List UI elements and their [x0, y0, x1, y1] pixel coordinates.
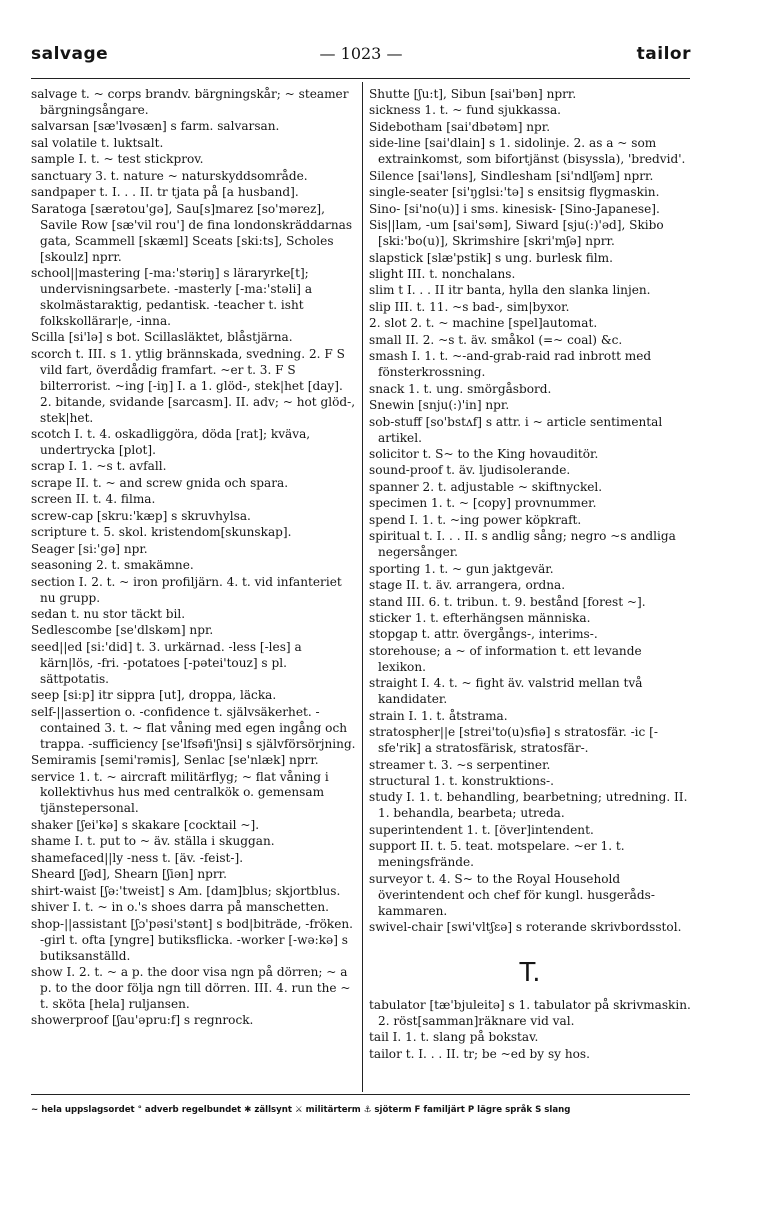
dictionary-entry: sandpaper t. I. . . II. tr tjata på [a husband].	[31, 185, 299, 200]
dictionary-entry: single-seater [si'ŋglsi:'tə] s ensitsig flygmaskin.	[369, 185, 660, 200]
dictionary-entry: specimen 1. t. ~ [copy] provnummer.	[369, 496, 597, 511]
dictionary-entry: streamer t. 3. ~s serpentiner.	[369, 757, 551, 772]
dictionary-entry: slim t I. . . II itr banta, hylla den slanka linjen.	[369, 283, 651, 298]
dictionary-entry: Semiramis [semi'rəmis], Senlac [se'nlæk] nprr.	[31, 753, 319, 768]
dictionary-entry: small II. 2. ~s t. äv. småkol (=~ coal) &c.	[369, 332, 623, 347]
right-column-s-entries	[369, 87, 691, 936]
dictionary-entry: seed||ed [si:'did] t. 3. urkärnad. -less [-les] a kärn|lös, -fri. -potatoes [-pətei'touz] s pl. sättpotatis.	[31, 639, 302, 686]
dictionary-entry: sickness 1. t. ~ fund sjukkassa.	[369, 103, 562, 118]
dictionary-entry: swivel-chair [swi'vltʃɛə] s roterande skrivbordsstol.	[369, 920, 682, 935]
dictionary-entry: sal volatile t. luktsalt.	[31, 135, 164, 150]
left-column	[31, 87, 357, 1030]
dictionary-entry: Snewin [snju(:)'in] npr.	[369, 398, 510, 413]
dictionary-entry: seasoning 2. t. smakämne.	[31, 558, 194, 573]
header-right-guideword: tailor	[636, 44, 691, 64]
header-rule	[31, 78, 690, 79]
dictionary-entry: spanner 2. t. adjustable ~ skiftnyckel.	[369, 479, 603, 494]
right-column-t-entries	[369, 998, 691, 1063]
dictionary-entry: Sheard [ʃəd], Shearn [ʃiən] nprr.	[31, 867, 227, 882]
dictionary-entry: tailor t. I. . . II. tr; be ~ed by sy hos.	[369, 1046, 590, 1061]
dictionary-entry: school||mastering [-ma:'stəriŋ] s läraryrke[t]; undervisningsarbete. -masterly [-ma:'stəli] a skolmästaraktig, pedantisk. -teacher t. isht folkskollärar|e, -inna.	[31, 265, 313, 328]
dictionary-entry: slight III. t. nonchalans.	[369, 266, 516, 281]
dictionary-entry: screw-cap [skru:'kæp] s skruvhylsa.	[31, 508, 251, 523]
dictionary-entry: show I. 2. t. ~ a p. the door visa ngn på dörren; ~ a p. to the door följa ngn till dörren. III. 4. run the ~ t. sköta [hela] ruljansen.	[31, 964, 351, 1011]
dictionary-entry: Sis||lam, -um [sai'səm], Siward [sju(:)'əd], Skibo [ski:'bo(u)], Skrimshire [skri'mʃə] nprr.	[369, 218, 664, 249]
dictionary-entry: scorch t. III. s 1. ytlig brännskada, svedning. 2. F S vild fart, överdådig framfart. ~er t. 3. F S bilterrorist. ~ing [-iŋ] I. a 1. glöd-, stek|het [day]. 2. bitande, svidande [sarcasm]. II. adv; ~ hot glöd-, stek|het.	[31, 346, 356, 425]
section-letter-t: T.	[519, 958, 541, 989]
dictionary-entry: screen II. t. 4. filma.	[31, 492, 156, 507]
dictionary-entry: Silence [sai'ləns], Sindlesham [si'ndlʃəm] nprr.	[369, 168, 654, 183]
dictionary-entry: Sidebotham [sai'dbətəm] npr.	[369, 119, 551, 134]
abbreviation-legend: ~ hela uppslagsordet ° adverb regelbundet ✱ zällsynt ⚔ militärterm ⚓ sjöterm F familjärt P lägre språk S slang	[31, 1105, 571, 1115]
dictionary-entry: Saratoga [særətou'gə], Sau[s]marez [so'mərez], Savile Row [sæ'vil rou'] de fina londonskräddarnas gata, Scammell [skæml] Sceats [ski:ts], Scholes [skoulz] nprr.	[31, 201, 353, 264]
dictionary-entry: slapstick [slæ'pstik] s ung. burlesk film.	[369, 250, 613, 265]
dictionary-entry: sanctuary 3. t. nature ~ naturskyddsområde.	[31, 168, 308, 183]
dictionary-entry: smash I. 1. t. ~-and-grab-raid rad inbrott med fönsterkrossning.	[369, 349, 652, 380]
dictionary-entry: service 1. t. ~ aircraft militärflyg; ~ flat våning i kollektivhus hus med centralkök o. gemensam tjänstepersonal.	[31, 769, 329, 816]
dictionary-entry: storehouse; a ~ of information t. ett levande lexikon.	[369, 643, 642, 674]
dictionary-entry: shame I. t. put to ~ äv. ställa i skuggan.	[31, 834, 275, 849]
dictionary-entry: shaker [ʃei'kə] s skakare [cocktail ~].	[31, 817, 260, 832]
dictionary-entry: side-line [sai'dlain] s 1. sidolinje. 2. as a ~ som extrainkomst, som bifortjänst (bisyssla), 'bredvid'.	[369, 136, 686, 167]
dictionary-entry: solicitor t. S~ to the King hovauditör.	[369, 446, 599, 461]
dictionary-entry: stand III. 6. t. tribun. t. 9. bestånd [forest ~].	[369, 594, 646, 609]
dictionary-entry: structural 1. t. konstruktions-.	[369, 774, 554, 789]
dictionary-entry: scrape II. t. ~ and screw gnida och spara.	[31, 475, 289, 490]
dictionary-entry: stage II. t. äv. arrangera, ordna.	[369, 578, 566, 593]
dictionary-entry: tail I. 1. t. slang på bokstav.	[369, 1030, 539, 1045]
dictionary-entry: Scilla [si'lə] s bot. Scillasläktet, blåstjärna.	[31, 330, 293, 345]
dictionary-entry: shiver I. t. ~ in o.'s shoes darra på manschetten.	[31, 900, 330, 915]
dictionary-entry: scrap I. 1. ~s t. avfall.	[31, 459, 167, 474]
dictionary-entry: section I. 2. t. ~ iron profiljärn. 4. t. vid infanteriet nu grupp.	[31, 574, 342, 605]
dictionary-entry: Seager [si:'gə] npr.	[31, 541, 148, 556]
dictionary-entry: self-||assertion o. -confidence t. självsäkerhet. -contained 3. t. ~ flat våning med egen ingång och trappa. -sufficiency [se'lfsəfi'ʃnsi] s självförsörjning.	[31, 704, 356, 751]
dictionary-entry: shop-||assistant [ʃɔ'pəsi'stənt] s bod|biträde, -fröken. -girl t. ofta [yngre] butiksflicka. -worker [-wə:kə] s butiksanställd.	[31, 916, 354, 963]
dictionary-entry: study I. 1. t. behandling, bearbetning; utredning. II. 1. behandla, bearbeta; utreda.	[369, 790, 688, 821]
dictionary-entry: Sino- [si'no(u)] i sms. kinesisk- [Sino-Japanese].	[369, 201, 660, 216]
dictionary-entry: support II. t. 5. teat. motspelare. ~er 1. t. meningsfrände.	[369, 839, 625, 870]
dictionary-entry: sob-stuff [so'bstʌf] s attr. i ~ article sentimental artikel.	[369, 414, 663, 445]
dictionary-entry: scotch I. t. 4. oskadliggöra, döda [rat]; kväva, undertrycka [plot].	[31, 427, 311, 457]
dictionary-entry: stopgap t. attr. övergångs-, interims-.	[369, 627, 598, 642]
dictionary-entry: strain I. 1. t. åtstrama.	[369, 708, 508, 723]
dictionary-entry: surveyor t. 4. S~ to the Royal Household överintendent och chef för kungl. husgeråds-kammaren.	[369, 871, 655, 918]
dictionary-entry: superintendent 1. t. [över]intendent.	[369, 822, 594, 837]
dictionary-entry: sample I. t. ~ test stickprov.	[31, 152, 204, 167]
dictionary-entry: salvage t. ~ corps brandv. bärgningskår; ~ steamer bärgningsångare.	[31, 87, 349, 117]
dictionary-entry: straight I. 4. t. ~ fight äv. valstrid mellan två kandidater.	[369, 676, 643, 707]
dictionary-entry: seep [si:p] itr sippra [ut], droppa, läcka.	[31, 688, 277, 703]
page-header	[31, 44, 691, 70]
dictionary-entry: stratospher||e [strei'to(u)sfiə] s stratosfär. -ic [-sfe'rik] a stratosfärisk, stratosfär-.	[369, 725, 658, 756]
footer-rule	[31, 1094, 690, 1095]
header-left-guideword: salvage	[31, 44, 109, 64]
dictionary-entry: Sedlescombe [se'dlskəm] npr.	[31, 623, 214, 638]
dictionary-entry: Shutte [ʃu:t], Sibun [sai'bən] nprr.	[369, 87, 577, 101]
dictionary-entry: sound-proof t. äv. ljudisolerande.	[369, 463, 571, 478]
dictionary-entry: shamefaced||ly -ness t. [äv. -feist-].	[31, 850, 244, 865]
dictionary-entry: sporting 1. t. ~ gun jaktgevär.	[369, 561, 554, 576]
right-column	[369, 87, 691, 1063]
column-divider	[362, 82, 363, 1092]
dictionary-entry: salvarsan [sæ'lvəsæn] s farm. salvarsan.	[31, 119, 280, 134]
dictionary-entry: snack 1. t. ung. smörgåsbord.	[369, 381, 552, 396]
dictionary-entry: 2. slot 2. t. ~ machine [spel]automat.	[369, 316, 598, 331]
dictionary-entry: spiritual t. I. . . II. s andlig sång; negro ~s andliga negersånger.	[369, 529, 676, 560]
dictionary-entry: sedan t. nu stor täckt bil.	[31, 607, 186, 621]
dictionary-entry: scripture t. 5. skol. kristendom[skunskap].	[31, 525, 292, 540]
dictionary-entry: sticker 1. t. efterhängsen människa.	[369, 611, 591, 625]
dictionary-entry: spend I. 1. t. ~ing power köpkraft.	[369, 512, 582, 527]
page-number: — 1023 —	[319, 44, 403, 63]
dictionary-entry: tabulator [tæ'bjuleitə] s 1. tabulator på skrivmaskin. 2. röst[samman]räknare vid val.	[369, 998, 691, 1029]
dictionary-entry: slip III. t. 11. ~s bad-, sim|byxor.	[369, 299, 570, 314]
dictionary-entry: shirt-waist [ʃə:'tweist] s Am. [dam]blus; skjortblus.	[31, 883, 341, 898]
dictionary-entry: showerproof [ʃau'əpru:f] s regnrock.	[31, 1013, 254, 1028]
